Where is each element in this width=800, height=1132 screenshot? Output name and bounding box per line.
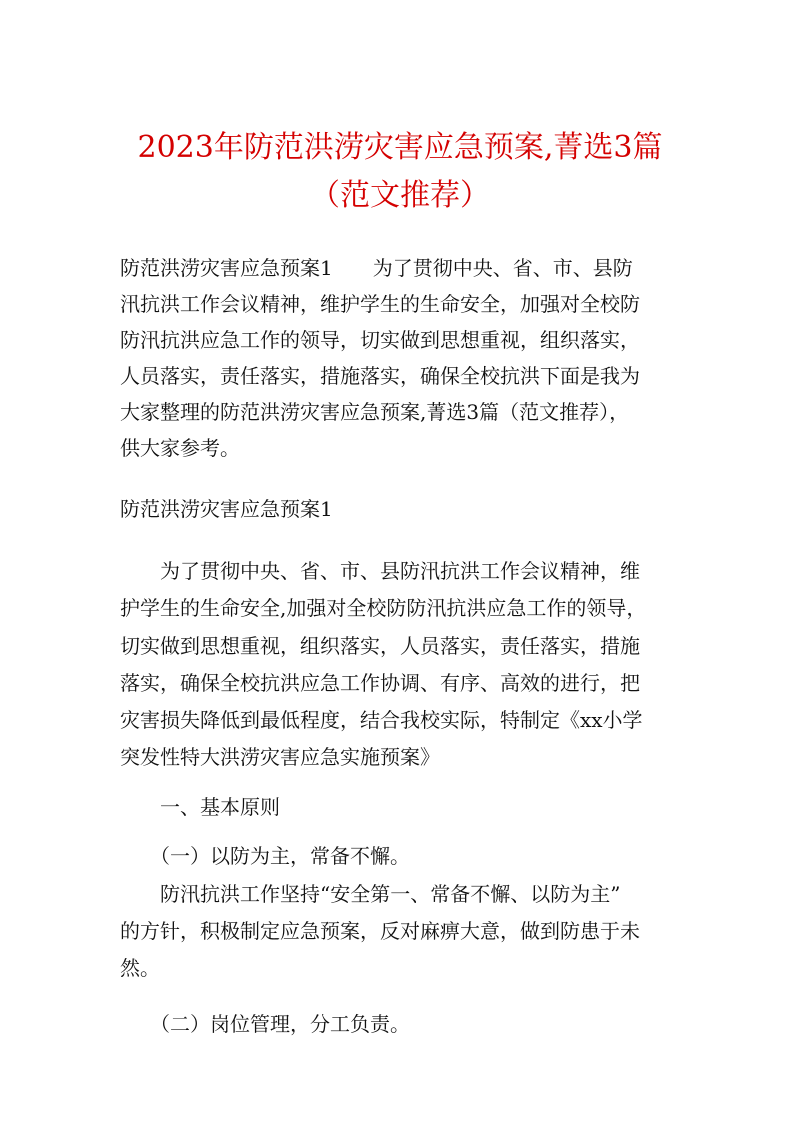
document-title-line-2: （范文推荐）	[310, 178, 490, 213]
item-1-line: 的方针，积极制定应急预案，反对麻痹大意，做到防患于未	[120, 919, 640, 943]
body-line: 护学生的生命安全,加强对全校防防汛抗洪应急工作的领导，	[120, 596, 647, 620]
body-line: 突发性特大洪涝灾害应急实施预案》	[120, 745, 440, 769]
summary-line: 供大家参考。	[120, 436, 240, 460]
item-2-heading: （二）岗位管理，分工负责。	[120, 1012, 410, 1036]
summary-line: 防汛抗洪应急工作的领导，切实做到思想重视，组织落实，	[120, 328, 640, 352]
summary-line: 防范洪涝灾害应急预案1 为了贯彻中央、省、市、县防	[120, 256, 633, 280]
body-line: 切实做到思想重视，组织落实，人员落实，责任落实，措施	[120, 634, 640, 658]
body-line: 落实，确保全校抗洪应急工作协调、有序、高效的进行，把	[120, 671, 640, 695]
summary-line: 人员落实，责任落实，措施落实，确保全校抗洪下面是我为	[120, 364, 640, 388]
summary-line: 大家整理的防范洪涝灾害应急预案,菁选3篇（范文推荐），	[120, 400, 630, 424]
item-1-line: 然。	[120, 956, 160, 980]
item-1-line: 防汛抗洪工作坚持“安全第一、常备不懈、以防为主”	[120, 882, 621, 906]
section-heading: 防范洪涝灾害应急预案1	[120, 497, 333, 521]
principle-heading: 一、基本原则	[120, 795, 280, 819]
body-line: 灾害损失降低到最低程度，结合我校实际，特制定《xx小学	[120, 708, 643, 732]
body-line: 为了贯彻中央、省、市、县防汛抗洪工作会议精神，维	[120, 559, 640, 583]
item-1-heading: （一）以防为主，常备不懈。	[120, 844, 410, 868]
summary-line: 汛抗洪工作会议精神，维护学生的生命安全，加强对全校防	[120, 292, 640, 316]
document-title-line-1: 2023年防范洪涝灾害应急预案,菁选3篇	[137, 130, 663, 165]
